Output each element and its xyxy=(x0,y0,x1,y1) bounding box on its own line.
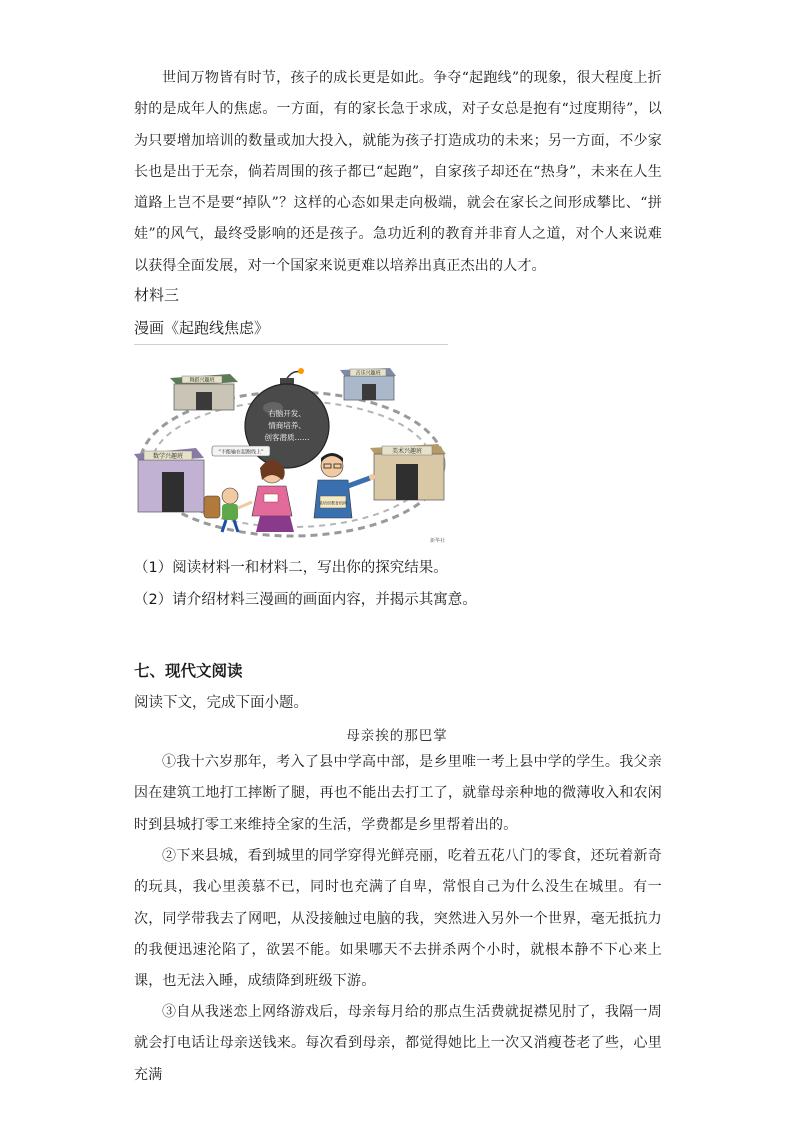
sign-top-right: 音乐兴趣班 xyxy=(355,370,381,377)
child-banner xyxy=(212,446,270,456)
building-left xyxy=(134,448,204,512)
story-paragraph-3: ③自从我迷恋上网络游戏后，母亲每月给的那点生活费就捉襟见肘了，我隔一周就会打电话让母亲送钱来。每次看到母亲，都觉得她比上一次又消瘦苍老了些，心里充满 xyxy=(134,1004,662,1083)
story-title: 母亲挨的那巴掌 xyxy=(346,728,448,744)
bomb-text-2: 情商培养、 xyxy=(268,421,306,430)
question-2: （2）请介绍材料三漫画的画面内容，并揭示其寓意。 xyxy=(134,592,477,608)
building-right xyxy=(370,444,446,500)
divider-line xyxy=(134,344,448,345)
cartoon-title: 漫画《起跑线焦虑》 xyxy=(134,319,270,337)
building-top-left xyxy=(170,374,238,410)
story-paragraph-2: ②下来县城，看到城里的同学穿得光鲜亮丽，吃着五花八门的零食，还玩着新奇的玩具，我心里羡慕不已，同时也充满了自卑，常恨自己为什么没生在城里。有一次，同学带我去了网吧，从没接触过电脑的我，突然进入另外一个世界，毫无抵抗力的我便迅速沦陷了，欲罢不能。如果哪天不去拼杀两个小时，就根本静不下心来上课，也无法入睡，成绩降到班级下游。 xyxy=(134,848,662,990)
man-badge: 某培训教育机构 xyxy=(319,500,347,506)
story-paragraph-1: ①我十六岁那年，考入了县中学高中部，是乡里唯一考上县中学的学生。我父亲因在建筑工地打工摔断了腿，再也不能出去打工了，就靠母亲种地的微薄收入和农闲时到县城打零工来维持全家的生活，学费都是乡里帮着出的。 xyxy=(134,754,662,833)
material3-label: 材料三 xyxy=(134,286,180,304)
cartoon-corner-mark: 新华社 xyxy=(430,538,446,544)
material2-paragraph: 世间万物皆有时节，孩子的成长更是如此。争夺“起跑线”的现象，很大程度上折射的是成年人的焦虑。一方面，有的家长急于求成，对子女总是抱有“过度期待”，以为只要增加培训的数量或加大投入，就能为孩子打造成功的未来；另一方面，不少家长也是出于无奈，倘若周围的孩子都已“起跑”，自家孩子却还在“热身”，未来在人生道路上岂不是要“掉队”？这样的心态如果走向极端，就会在家长之间形成攀比、“拼娃”的风气，最终受影响的还是孩子。急功近利的教育并非育人之道，对个人来说难以获得全面发展，对一个国家来说更难以培养出真正杰出的人才。 xyxy=(134,70,662,274)
instruction-text: 阅读下文，完成下面小题。 xyxy=(134,695,308,711)
building-top-right xyxy=(340,368,396,400)
bomb-text-3: 创客潜质…… xyxy=(264,433,310,442)
svg-text:“不能输在起跑线上”: “不能输在起跑线上” xyxy=(218,449,264,456)
sign-top-left: 舞蹈兴趣班 xyxy=(189,377,215,384)
bomb-text-1: 右脑开发、 xyxy=(268,409,306,418)
question-1: （1）阅读材料一和材料二，写出你的探究结果。 xyxy=(134,560,448,576)
cartoon-illustration xyxy=(134,356,450,546)
mother-figure xyxy=(252,460,294,532)
child-figure xyxy=(204,488,252,532)
man-figure xyxy=(314,453,375,518)
sign-right: 美术兴趣班 xyxy=(391,447,423,455)
section-heading: 七、现代文阅读 xyxy=(134,662,243,680)
sign-left: 数学兴趣班 xyxy=(152,452,184,460)
